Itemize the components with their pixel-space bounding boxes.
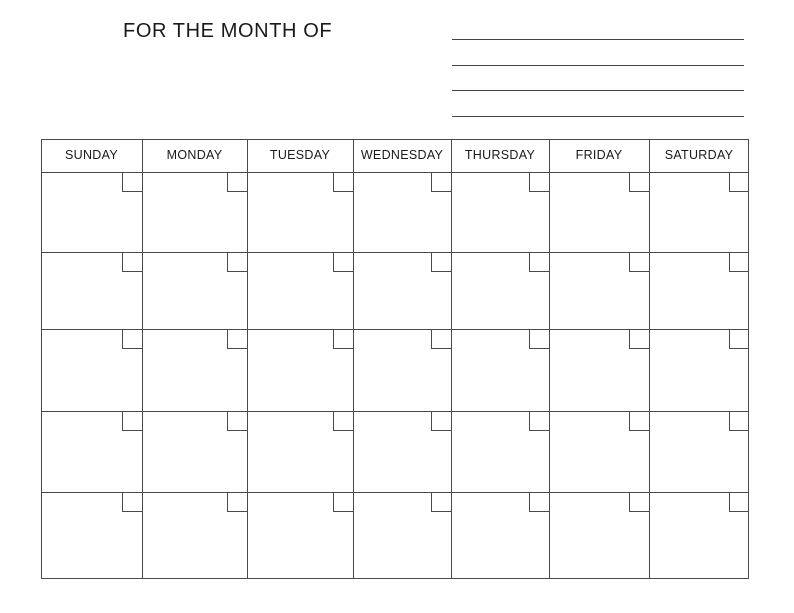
- day-cell-week5-wednesday[interactable]: [354, 493, 451, 579]
- day-cell-week5-saturday[interactable]: [650, 493, 749, 579]
- day-cell-week5-sunday[interactable]: [42, 493, 142, 579]
- day-cell-week3-sunday[interactable]: [42, 330, 142, 411]
- day-cell-week3-friday[interactable]: [550, 330, 649, 411]
- calendar-grid-lines: [41, 139, 749, 579]
- day-header-thursday: THURSDAY: [464, 148, 536, 162]
- month-write-line-4[interactable]: [452, 116, 744, 117]
- month-write-line-2[interactable]: [452, 65, 744, 66]
- day-cell-week1-thursday[interactable]: [452, 173, 549, 252]
- month-write-line-1[interactable]: [452, 39, 744, 40]
- day-cell-week2-sunday[interactable]: [42, 253, 142, 329]
- day-cell-week1-sunday[interactable]: [42, 173, 142, 252]
- month-write-line-3[interactable]: [452, 90, 744, 91]
- day-cell-week4-tuesday[interactable]: [248, 412, 353, 492]
- day-cell-week3-saturday[interactable]: [650, 330, 749, 411]
- day-cell-week2-thursday[interactable]: [452, 253, 549, 329]
- day-cell-week5-thursday[interactable]: [452, 493, 549, 579]
- day-header-tuesday: TUESDAY: [269, 148, 331, 162]
- day-cell-week4-thursday[interactable]: [452, 412, 549, 492]
- day-cell-week3-monday[interactable]: [143, 330, 247, 411]
- day-cell-week4-saturday[interactable]: [650, 412, 749, 492]
- day-cell-week1-monday[interactable]: [143, 173, 247, 252]
- day-cell-week4-sunday[interactable]: [42, 412, 142, 492]
- day-cell-week4-monday[interactable]: [143, 412, 247, 492]
- day-cell-week1-saturday[interactable]: [650, 173, 749, 252]
- day-cell-week4-wednesday[interactable]: [354, 412, 451, 492]
- calendar-grid: [41, 139, 749, 579]
- day-cell-week5-friday[interactable]: [550, 493, 649, 579]
- page-title: FOR THE MONTH OF: [123, 20, 333, 42]
- day-header-friday: FRIDAY: [575, 148, 623, 162]
- day-cell-week2-monday[interactable]: [143, 253, 247, 329]
- day-cell-week1-wednesday[interactable]: [354, 173, 451, 252]
- day-header-monday: MONDAY: [166, 148, 223, 162]
- day-cell-week2-wednesday[interactable]: [354, 253, 451, 329]
- day-cell-week5-monday[interactable]: [143, 493, 247, 579]
- day-cell-week3-thursday[interactable]: [452, 330, 549, 411]
- day-cell-week2-tuesday[interactable]: [248, 253, 353, 329]
- day-header-saturday: SATURDAY: [664, 148, 734, 162]
- day-cell-week1-friday[interactable]: [550, 173, 649, 252]
- day-cell-week1-tuesday[interactable]: [248, 173, 353, 252]
- day-header-sunday: SUNDAY: [65, 148, 118, 162]
- day-cell-week5-tuesday[interactable]: [248, 493, 353, 579]
- day-cell-week4-friday[interactable]: [550, 412, 649, 492]
- day-header-wednesday: WEDNESDAY: [360, 148, 444, 162]
- day-cell-week3-tuesday[interactable]: [248, 330, 353, 411]
- day-cell-week3-wednesday[interactable]: [354, 330, 451, 411]
- day-cell-week2-friday[interactable]: [550, 253, 649, 329]
- day-cell-week2-saturday[interactable]: [650, 253, 749, 329]
